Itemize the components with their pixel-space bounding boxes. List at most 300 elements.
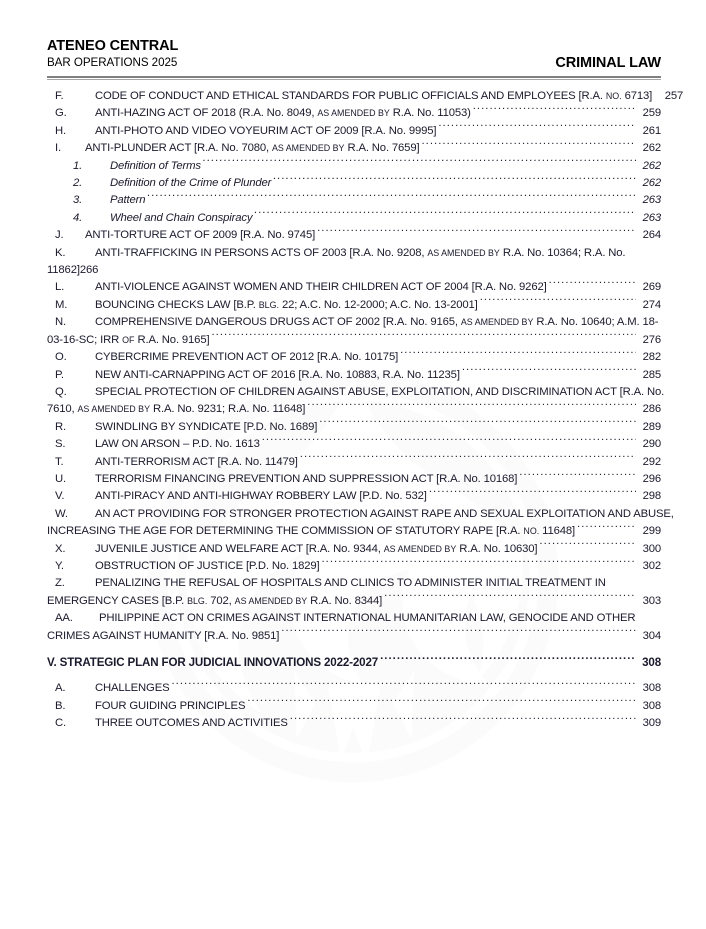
title-run: V. STRATEGIC PLAN FOR JUDICIAL INNOVATIONS 2022-2027 xyxy=(47,656,379,669)
small-caps-run: AS AMENDED BY xyxy=(271,143,345,154)
small-caps-run: AS AMENDED BY xyxy=(383,543,457,554)
header-organization: ATENEO CENTRAL xyxy=(47,38,179,54)
toc-entry[interactable] xyxy=(0,541,706,558)
toc-entry-marker: J. xyxy=(55,229,64,242)
toc-line xyxy=(95,384,706,401)
toc-entry-marker: G. xyxy=(55,107,67,120)
dot-leader xyxy=(627,245,636,256)
page-header xyxy=(47,38,661,78)
toc-entry-title xyxy=(95,123,436,140)
toc-entry-title xyxy=(47,628,279,645)
title-run: OBSTRUCTION OF JUSTICE [P.D. No. 1829] xyxy=(95,559,320,572)
toc-entry-body xyxy=(95,297,706,314)
toc-entry[interactable] xyxy=(0,610,706,627)
toc-line xyxy=(110,192,706,209)
toc-entry-marker: M. xyxy=(55,298,68,311)
title-run: BOUNCING CHECKS LAW [B.P. xyxy=(95,298,259,311)
page-number: 286 xyxy=(642,403,661,416)
title-run: ANTI-PLUNDER ACT [R.A. No. 7080, xyxy=(85,142,272,155)
toc-entry[interactable] xyxy=(0,314,706,331)
page-number: 262 xyxy=(642,159,661,172)
toc-entry-title xyxy=(95,314,658,331)
dot-leader xyxy=(273,175,636,186)
dot-leader xyxy=(400,349,636,360)
small-caps-run: AS AMENDED BY xyxy=(427,247,500,258)
toc-entry[interactable] xyxy=(0,471,706,488)
toc-entry-title xyxy=(95,245,625,262)
toc-line xyxy=(110,175,706,192)
toc-entry-title xyxy=(95,471,517,488)
title-run: FOUR GUIDING PRINCIPLES xyxy=(95,699,246,712)
toc-line xyxy=(95,558,706,575)
page-number: 309 xyxy=(642,717,661,730)
header-subject: CRIMINAL LAW xyxy=(555,55,661,71)
dot-leader xyxy=(539,541,636,552)
title-run: CRIMES AGAINST HUMANITY [R.A. No. 9851] xyxy=(47,629,280,642)
toc-entry-marker: O. xyxy=(55,351,67,364)
toc-line xyxy=(95,88,706,105)
toc-line xyxy=(95,506,706,523)
dot-leader xyxy=(290,715,636,726)
title-run: ANTI-PIRACY AND ANTI-HIGHWAY ROBBERY LAW [P.D. No. 532] xyxy=(95,490,427,503)
toc-entry-marker: T. xyxy=(55,455,64,468)
small-caps-run: AS AMENDED BY xyxy=(317,108,390,119)
toc-line xyxy=(99,610,706,627)
dot-leader xyxy=(429,488,636,499)
toc-line xyxy=(47,654,706,671)
title-run: TERRORISM FINANCING PREVENTION AND SUPPRESSION ACT [R.A. No. 10168] xyxy=(95,472,518,485)
toc-entry-title xyxy=(95,384,664,401)
toc-entry-body xyxy=(95,88,706,105)
dot-leader xyxy=(519,471,636,482)
toc-entry-body xyxy=(95,123,706,140)
toc-entry-body xyxy=(95,436,706,453)
toc-entry-title xyxy=(95,349,398,366)
page-number: 276 xyxy=(642,333,661,346)
toc-entry-marker: V. xyxy=(55,490,65,503)
toc-entry[interactable] xyxy=(0,227,706,244)
page-number: 261 xyxy=(642,124,661,137)
toc-entry-body xyxy=(95,105,706,122)
small-caps-run: BLG. xyxy=(187,595,208,606)
toc-entry-marker: U. xyxy=(55,472,66,485)
title-run: ANTI-TRAFFICKING IN PERSONS ACTS OF 2003 [R.A. No. 9208, xyxy=(95,246,428,259)
toc-line xyxy=(95,575,706,592)
toc-line xyxy=(47,262,706,279)
toc-entry[interactable] xyxy=(0,698,706,715)
toc-entry-body xyxy=(47,401,706,418)
title-run: PHILIPPINE ACT ON CRIMES AGAINST INTERNATIONAL HUMANITARIAN LAW, GENOCIDE AND OTHER xyxy=(99,612,636,625)
title-run: 11862]266 xyxy=(47,264,99,277)
toc-entry-body xyxy=(95,715,706,732)
toc-entry-continuation[interactable] xyxy=(0,593,706,610)
title-run: R.A. No. 10640; A.M. 18- xyxy=(533,316,659,329)
page-number: 298 xyxy=(642,490,661,503)
toc-line xyxy=(47,593,706,610)
toc-entry-title xyxy=(95,715,288,732)
title-run: R.A. No. 10364; R.A. No. xyxy=(499,246,626,259)
title-run: R.A. No. 8344] xyxy=(307,594,383,607)
toc-entry-marker: 2. xyxy=(73,177,83,190)
toc-line xyxy=(95,245,706,262)
toc-entry[interactable] xyxy=(0,454,706,471)
title-run: PENALIZING THE REFUSAL OF HOSPITALS AND CLINICS TO ADMINISTER INITIAL TREATMENT IN xyxy=(95,577,606,590)
toc-entry-body xyxy=(110,158,706,175)
page-number: 259 xyxy=(642,107,661,120)
dot-leader xyxy=(147,192,636,203)
title-run: Pattern xyxy=(110,194,146,207)
toc-entry-body xyxy=(95,314,706,331)
toc-entry[interactable] xyxy=(0,140,706,157)
title-run: CHALLENGES xyxy=(95,682,170,695)
page-number: 264 xyxy=(642,229,661,242)
small-caps-run: NO. xyxy=(523,526,540,537)
toc-entry[interactable] xyxy=(0,654,706,671)
toc-entry[interactable] xyxy=(0,419,706,436)
small-caps-run: AS AMENDED BY xyxy=(234,595,308,606)
title-run: Definition of Terms xyxy=(110,159,201,172)
toc-entry-title xyxy=(85,140,419,157)
toc-entry-body xyxy=(95,367,706,384)
toc-entry-body xyxy=(95,384,706,401)
toc-entry-title xyxy=(110,175,271,192)
toc-entry-title xyxy=(95,367,460,384)
dot-leader xyxy=(307,401,636,412)
title-run: EMERGENCY CASES [B.P. xyxy=(47,594,188,607)
toc-entry-marker: K. xyxy=(55,246,66,259)
toc-entry-body xyxy=(85,227,706,244)
dot-leader xyxy=(480,297,636,308)
title-run: R.A. No. 11053) xyxy=(389,107,471,120)
page-number: 308 xyxy=(642,656,661,669)
toc-line xyxy=(95,123,706,140)
toc-line xyxy=(95,454,706,471)
toc-entry-body xyxy=(47,654,706,671)
page-number: 262 xyxy=(642,142,661,155)
title-run: SWINDLING BY SYNDICATE [P.D. No. 1689] xyxy=(95,420,318,433)
toc-entry-body xyxy=(95,680,706,697)
dot-leader xyxy=(660,314,664,325)
toc-entry-body xyxy=(85,140,706,157)
toc-entry-body xyxy=(95,349,706,366)
toc-line xyxy=(95,279,706,296)
spacer xyxy=(0,645,706,654)
title-run: THREE OUTCOMES AND ACTIVITIES xyxy=(95,717,288,730)
dot-leader xyxy=(300,454,636,465)
toc-entry-marker: C. xyxy=(55,717,66,730)
page-number: 263 xyxy=(642,211,661,224)
dot-leader xyxy=(384,593,636,604)
toc-entry-title xyxy=(47,332,209,349)
toc-entry-body xyxy=(95,541,706,558)
toc-entry[interactable] xyxy=(0,575,706,592)
title-run: 03-16-SC; IRR xyxy=(47,333,123,346)
toc-entry-marker: Z. xyxy=(55,577,65,590)
toc-entry-marker: H. xyxy=(55,124,66,137)
toc-entry-marker: I. xyxy=(55,142,61,155)
toc-entry-marker: Y. xyxy=(55,559,64,572)
dot-leader xyxy=(100,262,636,273)
toc-entry-marker: 4. xyxy=(73,211,83,224)
toc-entry-title xyxy=(95,88,652,105)
toc-entry[interactable] xyxy=(0,488,706,505)
title-run: NEW ANTI-CARNAPPING ACT OF 2016 [R.A. No. 10883, R.A. No. 11235] xyxy=(95,368,460,381)
page-number: 262 xyxy=(642,177,661,190)
title-run: R.A. No. 9231; R.A. No. 11648] xyxy=(150,403,306,416)
toc-entry[interactable] xyxy=(0,436,706,453)
dot-leader xyxy=(421,140,636,151)
toc-entry-continuation[interactable] xyxy=(0,332,706,349)
page-number: 257 xyxy=(664,90,684,102)
toc-entry-body xyxy=(95,698,706,715)
toc-entry[interactable] xyxy=(0,245,706,262)
toc-entry-body xyxy=(110,192,706,209)
toc-entry-marker: N. xyxy=(55,316,66,329)
toc-entry-title xyxy=(47,523,575,540)
toc-entry[interactable] xyxy=(0,88,706,105)
toc-entry-marker: 1. xyxy=(73,159,83,172)
dot-leader xyxy=(462,367,636,378)
title-run: JUVENILE JUSTICE AND WELFARE ACT [R.A. No. 9344, xyxy=(95,542,384,555)
toc-entry-marker: R. xyxy=(55,420,66,433)
page-number: 302 xyxy=(642,559,661,572)
dot-leader xyxy=(549,279,636,290)
toc-line xyxy=(95,541,706,558)
toc-line xyxy=(47,401,706,418)
toc-entry-body xyxy=(95,471,706,488)
dot-leader xyxy=(438,123,636,134)
dot-leader xyxy=(654,88,658,99)
table-of-contents xyxy=(0,88,706,733)
toc-entry-title xyxy=(95,436,260,453)
toc-entry-marker: B. xyxy=(55,699,66,712)
toc-line xyxy=(47,523,706,540)
dot-leader xyxy=(321,558,636,569)
toc-line xyxy=(95,698,706,715)
page-number: 269 xyxy=(642,281,661,294)
title-run: 6713] xyxy=(621,90,653,102)
page-number: 304 xyxy=(642,629,661,642)
title-run: LAW ON ARSON – P.D. No. 1613 xyxy=(95,438,260,451)
toc-line xyxy=(95,680,706,697)
header-divider xyxy=(47,76,661,80)
dot-leader xyxy=(380,655,636,666)
toc-entry-body xyxy=(95,419,706,436)
small-caps-run: BLG. xyxy=(258,299,279,310)
toc-line xyxy=(95,297,706,314)
toc-entry-marker: AA. xyxy=(55,612,73,625)
toc-entry[interactable] xyxy=(0,279,706,296)
title-run: R.A. No. 7659] xyxy=(344,142,420,155)
page-number: 285 xyxy=(642,368,661,381)
toc-line xyxy=(95,436,706,453)
toc-entry-title xyxy=(95,419,317,436)
page-number: 300 xyxy=(642,542,661,555)
toc-entry-continuation[interactable] xyxy=(0,262,706,279)
page-number: 308 xyxy=(642,699,661,712)
toc-entry-continuation[interactable] xyxy=(0,401,706,418)
toc-entry-title xyxy=(47,654,378,671)
toc-line xyxy=(95,419,706,436)
title-run: ANTI-PHOTO AND VIDEO VOYEURIM ACT OF 2009 [R.A. No. 9995] xyxy=(95,124,437,137)
small-caps-run: AS AMENDED BY xyxy=(460,317,534,328)
toc-entry-body xyxy=(95,454,706,471)
toc-line xyxy=(95,314,706,331)
title-run: R.A. No. 10630] xyxy=(456,542,538,555)
page-number: 292 xyxy=(642,455,661,468)
toc-entry-body xyxy=(47,593,706,610)
title-run: SPECIAL PROTECTION OF CHILDREN AGAINST ABUSE, EXPLOITATION, AND DISCRIMINATION ACT [R.A. No. xyxy=(95,385,665,398)
page-number: 290 xyxy=(642,438,661,451)
toc-line xyxy=(95,367,706,384)
title-run: CODE OF CONDUCT AND ETHICAL STANDARDS FOR PUBLIC OFFICIALS AND EMPLOYEES [R.A. xyxy=(95,90,606,102)
toc-line xyxy=(85,227,706,244)
toc-line xyxy=(95,715,706,732)
toc-entry-title xyxy=(95,454,298,471)
small-caps-run: OF xyxy=(122,334,135,345)
dot-leader xyxy=(254,210,636,221)
toc-entry-title xyxy=(85,227,315,244)
dot-leader xyxy=(171,680,636,691)
toc-entry-title xyxy=(95,297,478,314)
dot-leader xyxy=(666,384,670,395)
page-number: 289 xyxy=(642,420,661,433)
toc-entry-title xyxy=(110,192,145,209)
spacer xyxy=(0,671,706,680)
toc-line xyxy=(95,471,706,488)
dot-leader xyxy=(203,158,636,169)
toc-entry-marker: S. xyxy=(55,438,66,451)
dot-leader xyxy=(608,575,636,586)
toc-entry-body xyxy=(95,488,706,505)
toc-entry-title xyxy=(95,105,471,122)
toc-line xyxy=(47,332,706,349)
toc-entry-body xyxy=(47,523,706,540)
toc-entry[interactable] xyxy=(0,680,706,697)
dot-leader xyxy=(577,523,636,534)
toc-entry-title xyxy=(95,680,169,697)
dot-leader xyxy=(637,610,641,621)
toc-entry[interactable] xyxy=(0,384,706,401)
dot-leader xyxy=(262,436,636,447)
toc-entry-body xyxy=(99,610,706,627)
toc-entry[interactable] xyxy=(0,123,706,140)
toc-entry[interactable] xyxy=(0,367,706,384)
toc-entry-title xyxy=(47,593,382,610)
toc-entry[interactable] xyxy=(0,105,706,122)
toc-entry-marker: F. xyxy=(55,90,64,102)
toc-entry-title xyxy=(95,488,427,505)
toc-entry-title xyxy=(95,698,245,715)
toc-entry[interactable] xyxy=(0,349,706,366)
title-run: ANTI-HAZING ACT OF 2018 (R.A. No. 8049, xyxy=(95,107,318,120)
toc-entry-marker: W. xyxy=(55,507,68,520)
small-caps-run: NO. xyxy=(605,91,622,101)
toc-entry-title xyxy=(95,279,547,296)
toc-entry-marker: 3. xyxy=(73,194,83,207)
page-number: 299 xyxy=(642,525,661,538)
page-number: 274 xyxy=(642,298,661,311)
title-run: ANTI-VIOLENCE AGAINST WOMEN AND THEIR CHILDREN ACT OF 2004 [R.A. No. 9262] xyxy=(95,281,547,294)
title-run: 11648] xyxy=(539,525,575,538)
title-run: COMPREHENSIVE DANGEROUS DRUGS ACT OF 2002 [R.A. No. 9165, xyxy=(95,316,461,329)
title-run: ANTI-TORTURE ACT OF 2009 [R.A. No. 9745] xyxy=(85,229,316,242)
dot-leader xyxy=(473,105,636,116)
toc-entry[interactable] xyxy=(0,297,706,314)
toc-entry-title xyxy=(47,262,98,279)
toc-entry-marker: L. xyxy=(55,281,65,294)
toc-entry-body xyxy=(95,506,706,523)
toc-entry[interactable] xyxy=(0,192,706,209)
header-left-block xyxy=(47,38,178,70)
title-run: R.A. No. 9165] xyxy=(134,333,210,346)
title-run: Wheel and Chain Conspiracy xyxy=(110,211,253,224)
toc-entry-body xyxy=(95,558,706,575)
toc-entry-body xyxy=(47,262,706,279)
toc-line xyxy=(110,210,706,227)
toc-entry[interactable] xyxy=(0,175,706,192)
toc-entry[interactable] xyxy=(0,210,706,227)
title-run: Definition of the Crime of Plunder xyxy=(110,177,272,190)
toc-entry-marker: A. xyxy=(55,682,66,695)
toc-line xyxy=(95,488,706,505)
toc-entry[interactable] xyxy=(0,158,706,175)
dot-leader xyxy=(281,628,636,639)
page-number: 263 xyxy=(642,194,661,207)
dot-leader xyxy=(317,227,636,238)
toc-entry[interactable] xyxy=(0,715,706,732)
title-run: ANTI-TERRORISM ACT [R.A. No. 11479] xyxy=(95,455,298,468)
toc-entry-title xyxy=(95,541,537,558)
toc-line xyxy=(85,140,706,157)
dot-leader xyxy=(676,506,680,517)
page-number: 282 xyxy=(642,351,661,364)
toc-entry-body xyxy=(110,175,706,192)
toc-entry-body xyxy=(95,279,706,296)
page-number: 303 xyxy=(642,594,661,607)
title-run: AN ACT PROVIDING FOR STRONGER PROTECTION AGAINST RAPE AND SEXUAL EXPLOITATION AND ABUSE, xyxy=(95,507,674,520)
toc-entry-title xyxy=(95,558,319,575)
toc-entry-title xyxy=(95,575,606,592)
toc-entry[interactable] xyxy=(0,558,706,575)
toc-entry-continuation[interactable] xyxy=(0,628,706,645)
title-run: 7610, xyxy=(47,403,78,416)
title-run: CYBERCRIME PREVENTION ACT OF 2012 [R.A. No. 10175] xyxy=(95,351,399,364)
toc-entry-title xyxy=(99,610,635,627)
toc-entry-title xyxy=(110,158,201,175)
toc-line xyxy=(110,158,706,175)
toc-line xyxy=(47,628,706,645)
toc-entry-body xyxy=(95,245,706,262)
toc-entry-marker: Q. xyxy=(55,385,67,398)
toc-entry-body xyxy=(95,575,706,592)
header-bar-operations: BAR OPERATIONS 2025 xyxy=(47,56,178,69)
toc-entry-body xyxy=(47,628,706,645)
toc-line xyxy=(95,349,706,366)
toc-line xyxy=(95,105,706,122)
toc-entry-body xyxy=(47,332,706,349)
toc-entry-marker: X. xyxy=(55,542,66,555)
toc-entry[interactable] xyxy=(0,506,706,523)
toc-entry-marker: P. xyxy=(55,368,64,381)
page-number: 308 xyxy=(642,682,661,695)
toc-entry-title xyxy=(95,506,674,523)
title-run: 702, xyxy=(207,594,235,607)
toc-entry-continuation[interactable] xyxy=(0,523,706,540)
toc-entry-title xyxy=(47,401,305,418)
toc-entry-title xyxy=(110,210,252,227)
dot-leader xyxy=(211,332,636,343)
